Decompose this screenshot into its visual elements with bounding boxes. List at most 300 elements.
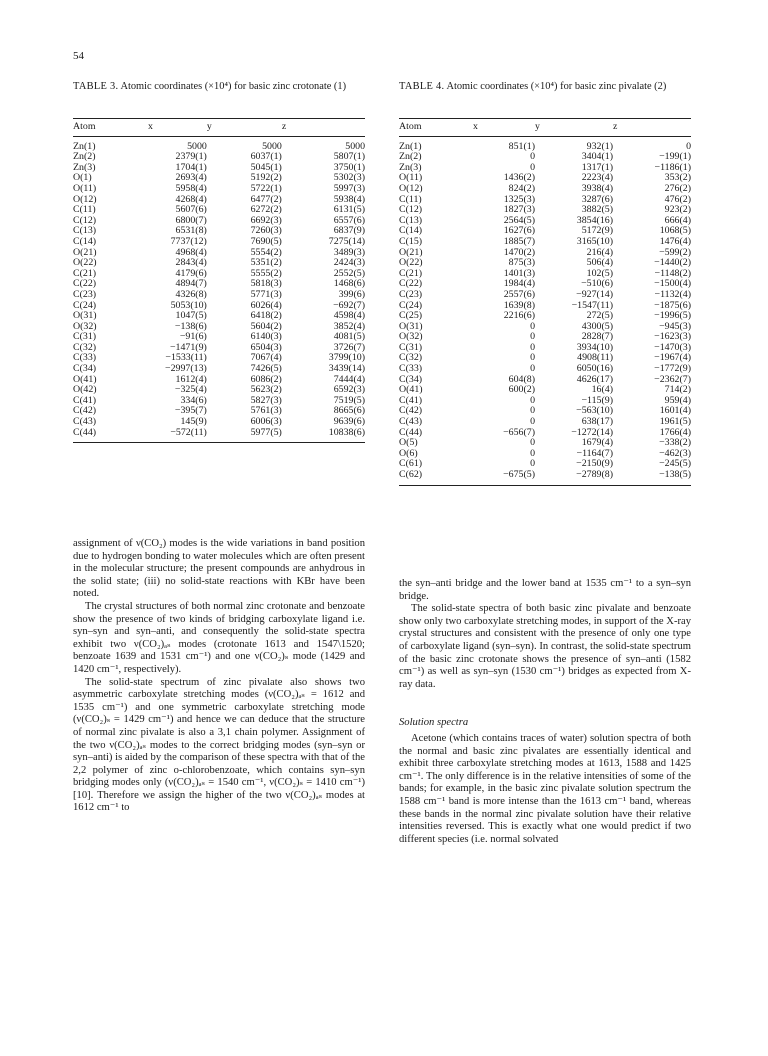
table4-cell-atom: O(31) [399, 320, 423, 332]
table3-cell-atom: C(44) [73, 428, 148, 443]
table4-cell-x: 1627(6) [503, 225, 535, 237]
table4-cell-x: 2216(6) [503, 310, 535, 322]
table3-cell-z: 3726(7) [333, 341, 365, 353]
table3-cell-x: 2693(4) [175, 172, 207, 184]
table4-row [399, 163, 691, 174]
table4-caption [399, 80, 691, 108]
table4-row [399, 195, 691, 206]
table3-cell-atom: C(33) [73, 352, 97, 364]
table4-cell-z: −1186(1) [654, 161, 691, 173]
right-column-text [399, 578, 691, 846]
table4-row [399, 136, 691, 152]
table4-cell-z: −1500(4) [654, 278, 691, 290]
table3-header-z: z [282, 119, 365, 137]
table4-cell-z: −1967(4) [654, 352, 691, 364]
table3-cell-z: 5302(3) [333, 172, 365, 184]
table3-cell-y: 6140(3) [250, 331, 282, 343]
table3-cell-y: 5351(2) [250, 257, 282, 269]
table3-cell-y: 6026(4) [250, 299, 282, 311]
table3-cell-x: 2379(1) [175, 151, 207, 163]
table4-row [399, 449, 691, 460]
table3-row [73, 248, 365, 259]
table3-cell-x: −91(6) [179, 331, 207, 343]
table3-cell-atom: Zn(3) [73, 161, 96, 173]
table4-row [399, 269, 691, 280]
table3-row [73, 301, 365, 312]
table4-cell-x: 0 [530, 363, 535, 375]
table4-cell-y: 1317(1) [581, 161, 613, 173]
table4-cell-x: 600(2) [508, 384, 535, 396]
table3-row [73, 269, 365, 280]
table4-cell-x: 0 [530, 437, 535, 449]
table3-cell-z: 6592(3) [333, 384, 365, 396]
table3-cell-atom: O(32) [73, 320, 97, 332]
table3-row [73, 279, 365, 290]
table3-cell-atom: C(24) [73, 299, 97, 311]
table4-cell-z: 353(2) [664, 172, 691, 184]
table3-cell-z: 2424(3) [333, 257, 365, 269]
table4-cell-x: 2564(5) [503, 214, 535, 226]
table4-cell-z: 666(4) [664, 214, 691, 226]
table3-row [73, 163, 365, 174]
table4-cell-x: 851(1) [508, 140, 535, 152]
table3-header-y: y [207, 119, 282, 137]
table3-cell-atom: C(34) [73, 363, 97, 375]
table3-row [73, 322, 365, 333]
table3-cell-y: 6692(3) [250, 214, 282, 226]
table3-cell-y: 7260(3) [250, 225, 282, 237]
table3-row [73, 332, 365, 343]
table4-row [399, 301, 691, 312]
table3-header-x: x [148, 119, 207, 137]
table4-row [399, 417, 691, 428]
table3-cell-y: 5771(3) [250, 288, 282, 300]
table3-cell-y: 7067(4) [250, 352, 282, 364]
table3-cell-atom: C(22) [73, 278, 97, 290]
table4-row [399, 396, 691, 407]
table4-cell-z: 276(2) [664, 182, 691, 194]
table4-cell-x: 0 [530, 331, 535, 343]
table4-cell-z: −138(5) [613, 470, 691, 485]
table4-body [399, 136, 691, 485]
table3-cell-z: 9639(6) [333, 416, 365, 428]
table4-caption-label: TABLE 4. [399, 81, 445, 92]
table3-cell-atom: C(43) [73, 416, 97, 428]
table3-row [73, 343, 365, 354]
table3-header-atom: Atom [73, 119, 148, 137]
table4-cell-atom: C(33) [399, 363, 423, 375]
table3-row [73, 237, 365, 248]
table3-row [73, 406, 365, 417]
table4-cell-z: 959(4) [664, 394, 691, 406]
table3-cell-y: 5045(1) [250, 161, 282, 173]
table4-cell-y: 4300(5) [581, 320, 613, 332]
table3-cell-z: 399(6) [338, 288, 365, 300]
table4-cell-x: 1827(3) [503, 204, 535, 216]
table3-cell-y: 5604(2) [250, 320, 282, 332]
table3-cell-x: 5958(4) [175, 182, 207, 194]
table3-cell-atom: C(21) [73, 267, 97, 279]
table4-row [399, 216, 691, 227]
table3-row [73, 353, 365, 364]
table4-cell-x: −675(5) [473, 470, 535, 485]
table3-cell-atom: O(21) [73, 246, 97, 258]
table4-row [399, 353, 691, 364]
table3-cell-x: −1533(11) [165, 352, 207, 364]
table4-row [399, 438, 691, 449]
table4-cell-z: −199(1) [659, 151, 691, 163]
table3-cell-x: 4326(8) [175, 288, 207, 300]
table4-cell-y: 4908(11) [577, 352, 613, 364]
table3-cell-z: 7444(4) [333, 373, 365, 385]
table4 [399, 118, 691, 486]
table4-cell-y: −1164(7) [576, 447, 613, 459]
table3-cell-y: 6477(2) [250, 193, 282, 205]
table3-cell-y: 5818(3) [250, 278, 282, 290]
table4-cell-x: 0 [530, 151, 535, 163]
table4-cell-z: 0 [686, 140, 691, 152]
table4-cell-y: 506(4) [586, 257, 613, 269]
table4-cell-x: 0 [530, 458, 535, 470]
table3-cell-x: −1471(9) [169, 341, 207, 353]
table3-cell-z: 4081(5) [333, 331, 365, 343]
table3-row [73, 205, 365, 216]
table4-cell-y: 102(5) [586, 267, 613, 279]
table4-cell-atom: C(61) [399, 458, 423, 470]
table4-cell-atom: O(6) [399, 447, 418, 459]
table4-row [399, 226, 691, 237]
table4-cell-atom: C(21) [399, 267, 423, 279]
table4-cell-y: −2150(9) [576, 458, 613, 470]
table4-cell-atom: C(11) [399, 193, 422, 205]
table4-cell-z: 714(2) [664, 384, 691, 396]
table4-cell-y: 16(4) [591, 384, 613, 396]
table3-cell-z: 5997(3) [333, 182, 365, 194]
table4-cell-z: 1601(4) [659, 405, 691, 417]
table3-cell-y: 5000 [262, 140, 282, 152]
table4-row [399, 322, 691, 333]
table4-cell-z: −1132(4) [654, 288, 691, 300]
table3-cell-y: 5722(1) [250, 182, 282, 194]
table4-cell-z: −945(3) [659, 320, 691, 332]
table4-cell-z: −1470(3) [654, 341, 691, 353]
table4-cell-atom: C(14) [399, 225, 423, 237]
table4-cell-z: 1476(4) [659, 235, 691, 247]
table4-cell-x: 1325(3) [503, 193, 535, 205]
table3-cell-z: 3439(14) [328, 363, 365, 375]
table4-cell-atom: O(41) [399, 384, 423, 396]
table4-cell-x: 604(8) [508, 373, 535, 385]
table3-row [73, 375, 365, 386]
table4-cell-atom: O(5) [399, 437, 418, 449]
right-paragraph-1: the syn–anti bridge and the lower band at 1535 cm⁻¹ to a syn–syn bridge. [399, 578, 691, 602]
table4-cell-y: 2223(4) [581, 172, 613, 184]
table4-cell-y: −2789(8) [535, 470, 613, 485]
table3-cell-atom: C(23) [73, 288, 97, 300]
table3-cell-x: 4894(7) [175, 278, 207, 290]
left-paragraph-2: The crystal structures of both normal zinc crotonate and benzoate show the presence of two kinds of bridging carboxylate ligand i.e. syn–syn and syn–anti, and consequently the solid-state spectra exhibit two ν(CO₂)ₐₛ modes (crotonate 1613 and 1547\1520; benzoate 1639 and 1531 cm⁻¹) and one ν(CO₂)ₛ mode (1429 and 1420 cm⁻¹, respectively). [73, 600, 365, 675]
table3-caption [73, 80, 365, 108]
table4-row [399, 428, 691, 439]
table3-cell-x: 145(9) [180, 416, 207, 428]
table4-cell-atom: C(23) [399, 288, 423, 300]
table3-row [73, 136, 365, 152]
table4-cell-y: −1272(14) [571, 426, 613, 438]
table3-cell-atom: C(41) [73, 394, 97, 406]
table4-cell-y: −510(6) [581, 278, 613, 290]
table4-cell-x: 1984(4) [503, 278, 535, 290]
table4-cell-atom: C(31) [399, 341, 423, 353]
section-heading-solution-spectra: Solution spectra [399, 717, 469, 729]
table4-row [399, 332, 691, 343]
table4-cell-atom: C(44) [399, 426, 423, 438]
table3-cell-z: 8665(6) [333, 405, 365, 417]
table3-cell-atom: C(42) [73, 405, 97, 417]
table3-cell-atom: Zn(2) [73, 151, 96, 163]
table4-cell-y: 3882(5) [581, 204, 613, 216]
table3-row [73, 152, 365, 163]
table4-cell-atom: C(32) [399, 352, 423, 364]
table4-cell-y: 638(17) [581, 416, 613, 428]
table3-cell-x: 4179(6) [175, 267, 207, 279]
table4-cell-y: −563(10) [576, 405, 613, 417]
table3-row [73, 226, 365, 237]
table4-cell-atom: O(21) [399, 246, 423, 258]
right-paragraph-2: The solid-state spectra of both basic zinc pivalate and benzoate show only two carboxylate stretching modes, in support of the X-ray crystal structures and consistent with the presence of only one type of carboxylate ligand (syn–syn). In contrast, the solid-state spectrum of the basic zinc crotonate shows the presence of syn–anti (1582 cm⁻¹) as well as syn–syn (1530 cm⁻¹) bridges as expected from X-ray data. [399, 603, 691, 690]
table4-cell-x: 0 [530, 447, 535, 459]
table3-body [73, 136, 365, 443]
table3-cell-y: 5554(2) [250, 246, 282, 258]
table4-cell-z: 1961(5) [659, 416, 691, 428]
left-paragraph-3: The solid-state spectrum of zinc pivalate also shows two asymmetric carboxylate stretching modes (ν(CO₂)ₐₛ = 1612 and 1535 cm⁻¹) and one symmetric carboxylate stretching mode (ν(CO₂)ₛ = 1429 cm⁻¹) and hence we can deduce that the structure of normal zinc pivalate is also a 3,1 chain polymer. Assignment of the two ν(CO₂)ₐₛ modes to the correct bridging modes (syn–syn or syn–anti) is aided by the comparison of these spectra with that of the 2,2 polymer of zinc o-chlorobenzoate, which contains syn–syn bridging modes only (ν(CO₂)ₐₛ = 1540 cm⁻¹, ν(CO₂)ₛ = 1410 cm⁻¹) [10]. Therefore we assign the higher of the two ν(CO₂)ₐₛ modes at 1612 cm⁻¹ to [73, 676, 365, 814]
table4-cell-z: −1440(2) [654, 257, 691, 269]
table4-cell-y: −115(9) [581, 394, 613, 406]
table4-cell-y: 3165(10) [576, 235, 613, 247]
table3-cell-z: 3489(3) [333, 246, 365, 258]
table3-cell-x: 5607(6) [175, 204, 207, 216]
table3-cell-atom: C(11) [73, 204, 96, 216]
table4-caption-text: Atomic coordinates (×10⁴) for basic zinc pivalate (2) [446, 81, 667, 92]
table4-cell-y: −1547(11) [571, 299, 613, 311]
table3-cell-atom: O(22) [73, 257, 97, 269]
table4-row [399, 290, 691, 301]
table4-cell-z: −1996(5) [654, 310, 691, 322]
table3-cell-y: 5623(2) [250, 384, 282, 396]
table3-cell-x: −2997(13) [165, 363, 207, 375]
table3-cell-z: 3852(4) [333, 320, 365, 332]
table4-cell-atom: O(22) [399, 257, 423, 269]
table3-caption-text: Atomic coordinates (×10⁴) for basic zinc crotonate (1) [120, 81, 347, 92]
table3-cell-x: −138(6) [174, 320, 207, 332]
table4-cell-y: 3404(1) [581, 151, 613, 163]
table4-cell-x: 0 [530, 320, 535, 332]
table3-cell-z: 5938(4) [333, 193, 365, 205]
table3-cell-z: 4598(4) [333, 310, 365, 322]
table4-cell-z: −338(2) [659, 437, 691, 449]
table3-cell-y: 6086(2) [250, 373, 282, 385]
table3-cell-x: 5053(10) [170, 299, 207, 311]
table3-cell-y: 6272(2) [250, 204, 282, 216]
table4-cell-x: −656(7) [503, 426, 535, 438]
page-number: 54 [73, 50, 84, 62]
table4-cell-atom: C(22) [399, 278, 423, 290]
table4-row [399, 237, 691, 248]
table4-header-y: y [535, 119, 613, 137]
table3-cell-atom: O(42) [73, 384, 97, 396]
table3-row [73, 216, 365, 227]
table3-cell-z: 5000 [345, 140, 365, 152]
table3-cell-x: 4968(4) [175, 246, 207, 258]
table4-cell-x: 1401(3) [503, 267, 535, 279]
table3-block [73, 80, 365, 443]
table3-cell-y: 6006(3) [250, 416, 282, 428]
table4-cell-z: 1068(5) [659, 225, 691, 237]
table3-cell-z: 2552(5) [333, 267, 365, 279]
table3-cell-x: 6800(7) [175, 214, 207, 226]
table4-block [399, 80, 691, 486]
table4-cell-atom: C(24) [399, 299, 423, 311]
table3-cell-z: 7519(5) [333, 394, 365, 406]
table3-cell-y: 5827(3) [250, 394, 282, 406]
table3-row [73, 428, 365, 443]
table4-cell-atom: C(34) [399, 373, 423, 385]
table4-cell-atom: C(15) [399, 235, 423, 247]
table3-cell-z: 6131(5) [333, 204, 365, 216]
table3-cell-y: 5761(3) [250, 405, 282, 417]
table4-row [399, 343, 691, 354]
table4-cell-x: 1436(2) [503, 172, 535, 184]
table4-header-atom: Atom [399, 119, 473, 137]
table4-cell-x: 0 [530, 394, 535, 406]
table4-cell-atom: O(32) [399, 331, 423, 343]
table3-cell-x: 7737(12) [170, 235, 207, 247]
table4-row [399, 385, 691, 396]
table4-cell-y: 216(4) [586, 246, 613, 258]
table4-cell-x: 1639(8) [503, 299, 535, 311]
table4-cell-atom: O(11) [399, 172, 423, 184]
table3-cell-z: 6837(9) [333, 225, 365, 237]
table4-row [399, 205, 691, 216]
table4-row [399, 375, 691, 386]
table4-cell-x: 0 [530, 416, 535, 428]
table4-cell-z: −599(2) [659, 246, 691, 258]
table4-cell-atom: O(12) [399, 182, 423, 194]
table3-cell-y: 6504(3) [250, 341, 282, 353]
table4-header-z: z [613, 119, 691, 137]
table4-cell-atom: Zn(2) [399, 151, 422, 163]
table4-cell-atom: C(25) [399, 310, 423, 322]
table4-cell-y: −927(14) [576, 288, 613, 300]
table3-cell-atom: O(41) [73, 373, 97, 385]
table4-cell-atom: Zn(1) [399, 140, 422, 152]
table3-cell-atom: C(32) [73, 341, 97, 353]
table4-cell-x: 824(2) [508, 182, 535, 194]
table4-cell-z: 923(2) [664, 204, 691, 216]
table4-row [399, 470, 691, 485]
table4-cell-z: 1766(4) [659, 426, 691, 438]
table3-row [73, 173, 365, 184]
table4-cell-atom: C(43) [399, 416, 423, 428]
table4-header-row [399, 119, 691, 137]
table4-cell-x: 0 [530, 405, 535, 417]
left-column-text [73, 538, 365, 815]
table4-cell-x: 0 [530, 352, 535, 364]
table4-row [399, 406, 691, 417]
table4-cell-x: 1885(7) [503, 235, 535, 247]
table3-cell-x: −395(7) [174, 405, 207, 417]
table4-cell-atom: C(62) [399, 470, 473, 485]
table4-cell-atom: Zn(3) [399, 161, 422, 173]
table4-cell-x: 0 [530, 161, 535, 173]
table4-cell-z: −1772(9) [654, 363, 691, 375]
table4-cell-z: −1875(6) [654, 299, 691, 311]
table3-cell-x: 5000 [187, 140, 207, 152]
table3-cell-x: −572(11) [148, 428, 207, 443]
table4-cell-x: 1470(2) [503, 246, 535, 258]
table3-row [73, 364, 365, 375]
table3-cell-x: 2843(4) [175, 257, 207, 269]
table4-cell-z: −1148(2) [654, 267, 691, 279]
table4-header-x: x [473, 119, 535, 137]
table3-cell-y: 5555(2) [250, 267, 282, 279]
table3-row [73, 385, 365, 396]
table4-cell-y: 3854(16) [576, 214, 613, 226]
table4-cell-x: 875(3) [508, 257, 535, 269]
table3-caption-label: TABLE 3. [73, 81, 119, 92]
left-paragraph-1: assignment of ν(CO₂) modes is the wide variations in band position due to hydrogen bonding to water molecules which are often present in the molecular structure; the present compounds are anhydrous in the solid state; (iii) no solid-state reactions with KBr have been noted. [73, 538, 365, 600]
table3-row [73, 290, 365, 301]
table3-cell-atom: O(12) [73, 193, 97, 205]
table4-row [399, 152, 691, 163]
table3-cell-z: 1468(6) [333, 278, 365, 290]
table4-cell-y: 932(1) [586, 140, 613, 152]
table4-cell-y: 2828(7) [581, 331, 613, 343]
table3-cell-z: 6557(6) [333, 214, 365, 226]
table4-cell-y: 4626(17) [576, 373, 613, 385]
table3-cell-atom: O(1) [73, 172, 92, 184]
table3-cell-z: 3750(1) [333, 161, 365, 173]
table3-cell-z: 5807(1) [333, 151, 365, 163]
table4-cell-x: 0 [530, 341, 535, 353]
table3-cell-y: 6418(2) [250, 310, 282, 322]
table4-cell-z: −462(3) [659, 447, 691, 459]
table4-row [399, 311, 691, 322]
table3-cell-z: 7275(14) [328, 235, 365, 247]
table3-cell-y: 6037(1) [250, 151, 282, 163]
table3-cell-x: −325(4) [174, 384, 207, 396]
table3-row [73, 184, 365, 195]
table3-cell-atom: C(31) [73, 331, 97, 343]
table3-row [73, 311, 365, 322]
table3-cell-atom: C(13) [73, 225, 97, 237]
table4-cell-y: 3287(6) [581, 193, 613, 205]
table3-cell-x: 1047(5) [175, 310, 207, 322]
table4-cell-x: 2557(6) [503, 288, 535, 300]
table3-cell-y: 5977(5) [207, 428, 282, 443]
table3-cell-atom: C(12) [73, 214, 97, 226]
table3-cell-x: 4268(4) [175, 193, 207, 205]
table4-row [399, 364, 691, 375]
table3-cell-atom: C(14) [73, 235, 97, 247]
table4-row [399, 279, 691, 290]
table3-cell-x: 334(6) [180, 394, 207, 406]
table3-cell-atom: Zn(1) [73, 140, 96, 152]
table4-row [399, 248, 691, 259]
table3-cell-x: 1704(1) [175, 161, 207, 173]
table3-row [73, 396, 365, 407]
table4-cell-z: −245(5) [659, 458, 691, 470]
table4-row [399, 459, 691, 470]
